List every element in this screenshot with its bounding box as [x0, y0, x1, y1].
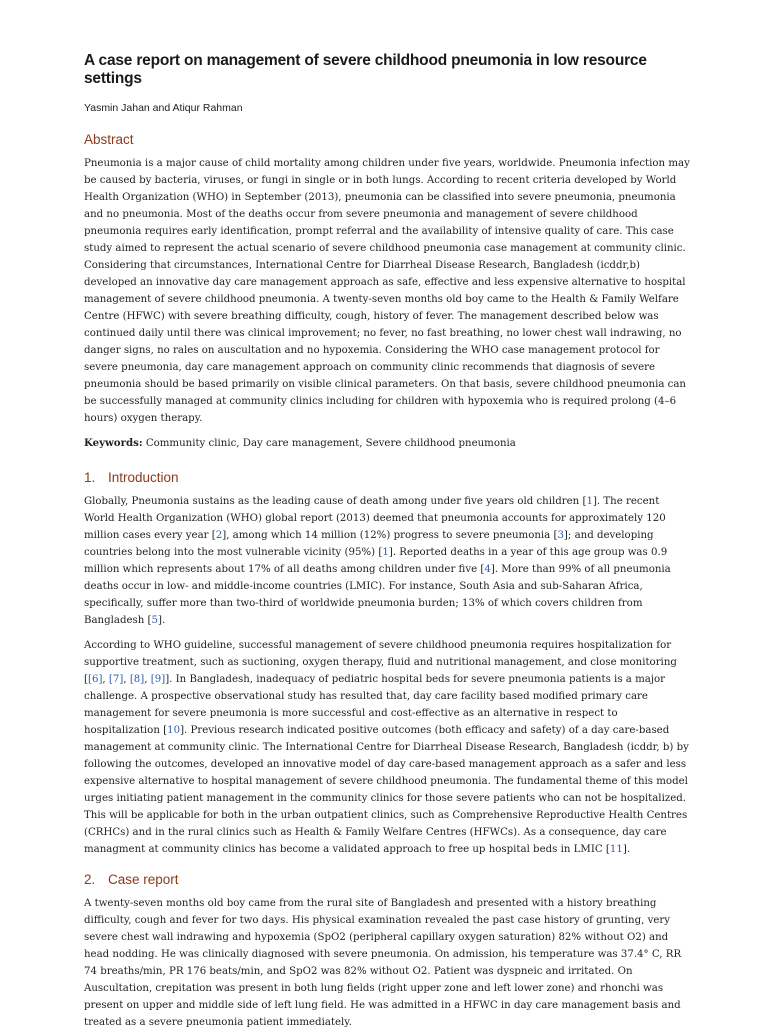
keywords-label: Keywords:	[84, 437, 143, 449]
text-run: ,	[123, 674, 130, 685]
text-run: ]. Reported deaths in a year of this age group was 0.9 million which represents about 17% of all deaths among children under five [	[84, 547, 668, 575]
keywords-text: Community clinic, Day care management, Severe childhood pneumonia	[142, 438, 516, 449]
article-title: A case report on management of severe childhood pneumonia in low resource settings	[84, 52, 647, 87]
citation-link[interactable]: 4	[484, 564, 491, 575]
case-report-number: 2.	[84, 872, 96, 887]
citation-link[interactable]: 1	[586, 496, 593, 507]
citation-link[interactable]: 10	[167, 725, 181, 736]
citation-link[interactable]: 11	[609, 844, 623, 855]
case-report-text: A twenty-seven months old boy came from the rural site of Bangladesh and presented with a history breathing difficulty, cough and fever for two days. His physical examination revealed the past case history of grunting, very severe chest wall indrawing and hypoxemia (SpO2 (peripheral capillary oxygen saturation) 82% without O2) and head nodding. He was clinically diagnosed with severe pneumonia. On admission, his temperature was 37.4° C, RR 74 breaths/min, PR 176 beats/min, and SpO2 was 82% without O2. Patient was dyspneic and irritated. On Auscultation, crepitation was present in both lung fields (right upper zone and left lower zone) and rhonchi was present on upper and middle side of left lung field. He was admitted in a HFWC in day care management basis and treated as a severe pneumonia patient immediately.	[84, 898, 682, 1028]
text-run: ,	[144, 674, 151, 685]
abstract-heading: Abstract	[84, 132, 134, 147]
text-run: ]. The recent World Health Organization (WHO) global report (2013) deemed that pneumonia accounts for approximately 120 million cases every year [	[84, 496, 666, 541]
keywords	[84, 435, 692, 452]
text-run: ].	[158, 615, 166, 626]
text-run: ]. Previous research indicated positive outcomes (both efficacy and safety) of a day care-based management at community clinic. The International Centre for Diarrheal Disease Research, Bangladesh (icddr, b) by following the outcomes, developed an innovative model of day care-based management approach as a safer and less expensive alternative to hospital management of severe childhood pneumonia. The fundamental theme of this model urges initiating patient management in the community clinics for those severe patients who can not be hospitalized. This will be applicable for both in the urban outpatient clinics, such as Comprehensive Reproductive Health Centres (CRHCs) and in the rural clinics such as Health & Family Welfare Centres (HFWCs). As a consequence, day care managment at community clinics has become a validated approach to free up hospital beds in LMIC [	[84, 725, 689, 855]
citation-link[interactable]: [7]	[108, 674, 124, 685]
text-run: ].	[622, 844, 631, 855]
introduction-paragraph-1	[84, 493, 692, 629]
citation-link[interactable]: 1	[382, 547, 389, 558]
case-report-heading	[84, 872, 692, 887]
citation-link[interactable]: 3	[557, 530, 564, 541]
article-authors: Yasmin Jahan and Atiqur Rahman	[84, 102, 243, 114]
citation-link[interactable]: [8]	[129, 674, 145, 685]
citation-link[interactable]: [6]	[87, 674, 103, 685]
introduction-heading	[84, 470, 692, 485]
citation-link[interactable]: 5	[151, 615, 159, 626]
citation-link[interactable]: 2	[215, 530, 223, 541]
text-run: ]. In Bangladesh, inadequacy of pediatric hospital beds for severe pneumonia patients is a major challenge. A prospective observational study has resulted that, day care facility based modified primary care management for severe pneumonia is more successful and cost-effective as an alternative in respect to hospitalization [	[84, 674, 665, 736]
text-run: Globally, Pneumonia sustains as the leading cause of death among under five years old children [	[84, 496, 587, 507]
text-run: ]; and developing countries belong into the most vulnerable vicinity (95%) [	[84, 530, 654, 558]
introduction-paragraph-2	[84, 637, 692, 858]
text-run: ,	[102, 674, 109, 685]
text-run: According to WHO guideline, successful management of severe childhood pneumonia requires hospitalization for supportive treatment, such as suctioning, oxygen therapy, fluid and nutritional management, and close monitoring [	[84, 640, 677, 685]
introduction-title: Introduction	[108, 470, 179, 485]
case-report-title: Case report	[108, 872, 179, 887]
introduction-number: 1.	[84, 470, 96, 485]
text-run: ], among which 14 million (12%) progress to severe pneumonia [	[222, 530, 558, 541]
text-run: ]. More than 99% of all pneumonia deaths occur in low- and middle-income countries (LMIC). For instance, South Asia and sub-Saharan Africa, specifically, suffer more than two-third of worldwide pneumonia burden; 13% of which covers children from Bangladesh [	[84, 564, 671, 626]
abstract-text: Pneumonia is a major cause of child mortality among children under five years, worldwide. Pneumonia infection may be caused by bacteria, viruses, or fungi in single or in both lungs. According to recent criteria developed by World Health Organization (WHO) in September (2013), pneumonia can be classified into severe pneumonia, pneumonia and no pneumonia. Most of the deaths occur from severe pneumonia and management of severe childhood pneumonia requires early identification, prompt referral and the availability of intensive quality of care. This case study aimed to represent the actual scenario of severe childhood pneumonia case management at community clinic. Considering that circumstances, International Centre for Diarrheal Disease Research, Bangladesh (icddr,b) developed an innovative day care management approach as safe, effective and less expensive alternative to hospital management of severe childhood pneumonia. A twenty-seven months old boy came to the Health & Family Welfare Centre (HFWC) with severe breathing difficulty, cough, history of fever. The management described below was continued daily until there was clinical improvement; no fever, no fast breathing, no lower chest wall indrawing, no danger signs, no rales on auscultation and no hypoxemia. Considering the WHO case management protocol for severe pneumonia, day care management approach on community clinic recommends that diagnosis of severe pneumonia should be based primarily on visible clinical parameters. On that basis, severe childhood pneumonia can be successfully managed at community clinics including for children with hypoxemia who is required prolong (4–6 hours) oxygen therapy.	[84, 158, 690, 424]
citation-link[interactable]: [9]	[150, 674, 166, 685]
